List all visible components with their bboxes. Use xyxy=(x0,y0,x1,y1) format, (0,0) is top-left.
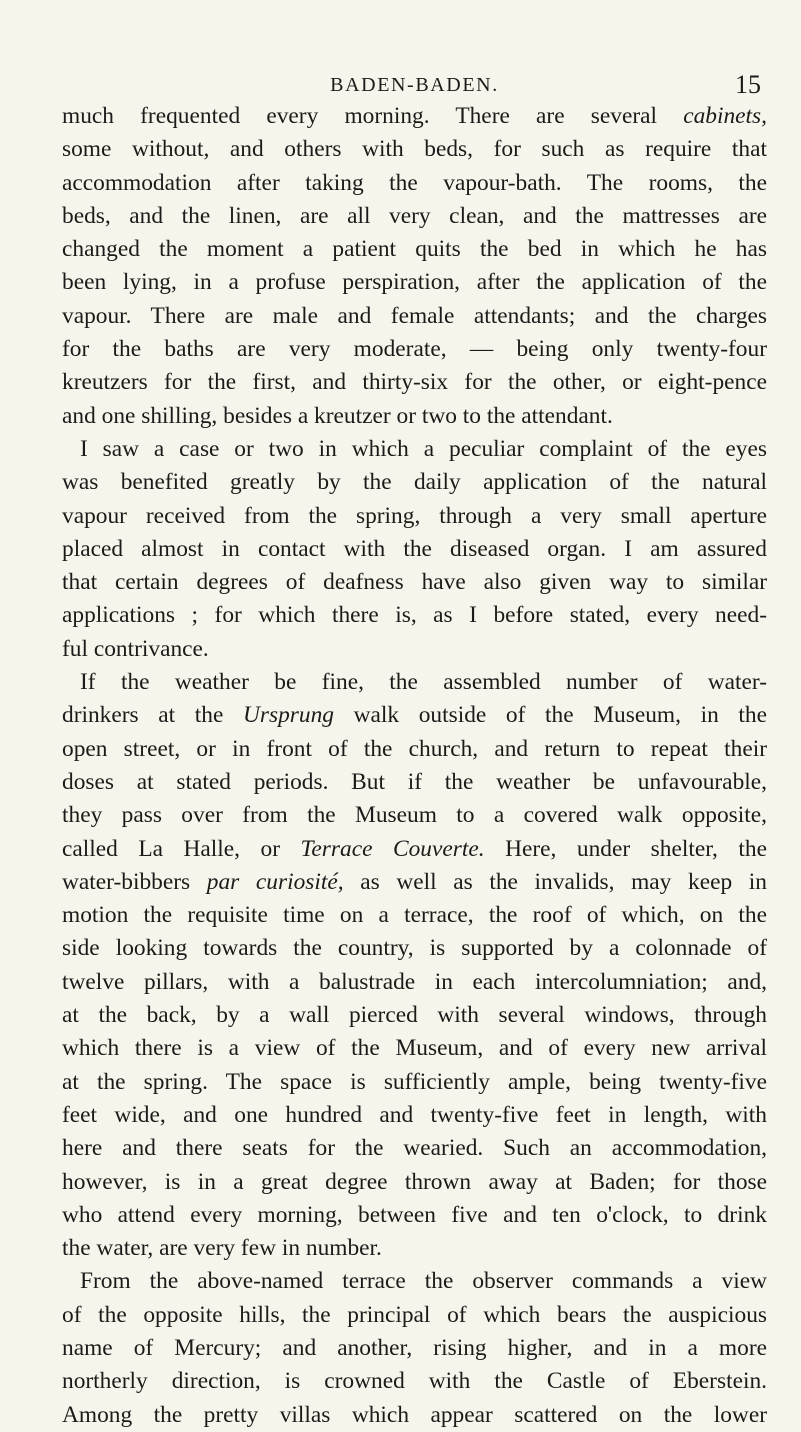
text-line xyxy=(62,266,767,299)
text-line xyxy=(62,1099,767,1132)
text-segment: motion the requisite time on a terrace, the roof of which, on the xyxy=(62,902,767,929)
text-line xyxy=(62,1232,767,1265)
text-segment: at the back, by a wall pierced with several windows, through xyxy=(62,1002,767,1029)
text-line xyxy=(62,466,767,499)
text-line xyxy=(62,1132,767,1165)
text-segment: Here, under shelter, the xyxy=(484,835,767,862)
text-line xyxy=(62,999,767,1032)
text-segment: they pass over from the Museum to a covered walk opposite, xyxy=(62,802,767,829)
text-line xyxy=(62,200,767,233)
text-segment: vapour received from the spring, through a very small aperture xyxy=(62,502,767,529)
text-line xyxy=(62,633,767,666)
text-line xyxy=(62,1332,767,1365)
italic-text: Ursprung xyxy=(243,702,334,729)
text-line xyxy=(62,1399,767,1432)
page-number: 15 xyxy=(735,70,761,99)
text-segment: open street, or in front of the church, and return to repeat their xyxy=(62,735,767,762)
text-segment: accommodation after taking the vapour-bath. The rooms, the xyxy=(62,169,767,196)
italic-text: Terrace Couverte. xyxy=(300,835,485,862)
text-line xyxy=(62,167,767,200)
text-segment: twelve pillars, with a balustrade in each intercolumniation; and, xyxy=(62,968,767,995)
text-line xyxy=(62,799,767,832)
text-segment: of the opposite hills, the principal of which bears the auspicious xyxy=(62,1301,767,1328)
text-segment: beds, and the linen, are all very clean, and the mattresses are xyxy=(62,202,767,229)
text-line xyxy=(62,1199,767,1232)
text-line xyxy=(62,433,767,466)
text-line xyxy=(62,533,767,566)
text-segment: applications ; for which there is, as I before stated, every need- xyxy=(62,602,767,629)
text-segment: name of Mercury; and another, rising higher, and in a more xyxy=(62,1334,767,1361)
text-segment: ful contrivance. xyxy=(62,635,209,662)
text-segment: and one shilling, besides a kreutzer or two to the attendant. xyxy=(62,402,613,429)
text-segment: called La Halle, or xyxy=(62,835,301,862)
text-segment: I saw a case or two in which a peculiar complaint of the eyes xyxy=(80,435,767,462)
text-line xyxy=(62,566,767,599)
text-line xyxy=(62,866,767,899)
body-text xyxy=(62,100,767,1432)
text-line xyxy=(62,133,767,166)
running-head: BADEN-BADEN. xyxy=(330,74,499,96)
text-line xyxy=(62,833,767,866)
text-segment: was benefited greatly by the daily application of the natural xyxy=(62,469,767,496)
text-segment: the water, are very few in number. xyxy=(62,1235,382,1262)
text-segment: here and there seats for the wearied. Such an accommodation, xyxy=(62,1135,767,1162)
text-line xyxy=(62,300,767,333)
text-line xyxy=(62,500,767,533)
italic-text: par curiosité, xyxy=(206,868,344,895)
text-line xyxy=(62,699,767,732)
text-segment: which there is a view of the Museum, and of every new arrival xyxy=(62,1035,767,1062)
text-segment: water-bibbers xyxy=(62,868,207,895)
text-line xyxy=(62,1066,767,1099)
text-line xyxy=(62,1166,767,1199)
text-line xyxy=(62,1365,767,1398)
text-segment: at the spring. The space is sufficiently ample, being twenty-five xyxy=(62,1068,767,1095)
text-line xyxy=(62,733,767,766)
text-segment: walk outside of the Museum, in the xyxy=(334,702,767,729)
text-segment: much frequented every morning. There are several xyxy=(62,103,684,129)
text-line xyxy=(62,599,767,632)
text-line xyxy=(62,100,767,133)
text-segment: drinkers at the xyxy=(62,702,244,729)
text-line xyxy=(62,766,767,799)
text-line xyxy=(62,366,767,399)
text-line xyxy=(62,932,767,965)
italic-text: cabinets, xyxy=(683,103,767,129)
text-segment: northerly direction, is crowned with the Castle of Eberstein. xyxy=(62,1368,767,1395)
text-line xyxy=(62,233,767,266)
text-segment: placed almost in contact with the diseased organ. I am assured xyxy=(62,535,767,562)
page-header xyxy=(62,62,767,98)
text-segment: for the baths are very moderate, — being only twenty-four xyxy=(62,336,767,363)
text-line xyxy=(62,1299,767,1332)
text-line xyxy=(62,966,767,999)
text-segment: doses at stated periods. But if the weather be unfavourable, xyxy=(62,768,767,795)
text-segment: From the above-named terrace the observer commands a view xyxy=(80,1268,767,1295)
text-segment: feet wide, and one hundred and twenty-five feet in length, with xyxy=(62,1101,767,1128)
text-segment: changed the moment a patient quits the bed in which he has xyxy=(62,236,767,263)
text-segment: vapour. There are male and female attendants; and the charges xyxy=(62,302,767,329)
text-segment: who attend every morning, between five and ten o'clock, to drink xyxy=(62,1201,767,1228)
text-line xyxy=(62,899,767,932)
text-segment: been lying, in a profuse perspiration, after the application of the xyxy=(62,269,767,296)
text-line xyxy=(62,666,767,699)
text-segment: that certain degrees of deafness have also given way to similar xyxy=(62,569,767,596)
text-line xyxy=(62,333,767,366)
text-segment: If the weather be fine, the assembled number of water- xyxy=(80,669,767,696)
text-segment: however, is in a great degree thrown away at Baden; for those xyxy=(62,1168,767,1195)
text-segment: kreutzers for the first, and thirty-six for the other, or eight-pence xyxy=(62,369,767,396)
text-segment: side looking towards the country, is supported by a colonnade of xyxy=(62,935,767,962)
text-segment: Among the pretty villas which appear scattered on the lower xyxy=(62,1401,767,1428)
text-segment: some without, and others with beds, for such as require that xyxy=(62,136,767,163)
text-line xyxy=(62,400,767,433)
text-line xyxy=(62,1032,767,1065)
text-segment: as well as the invalids, may keep in xyxy=(343,868,767,895)
text-line xyxy=(62,1265,767,1298)
